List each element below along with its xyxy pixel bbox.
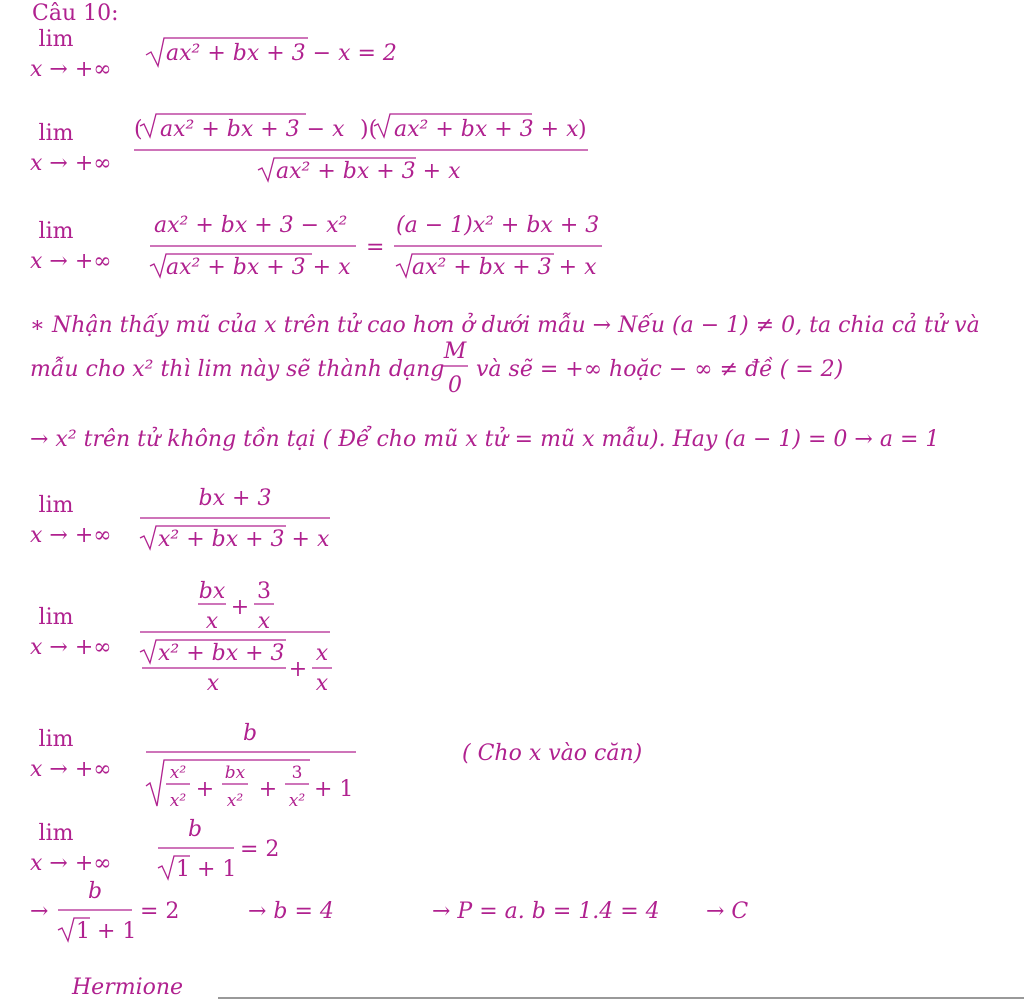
inner-numerator: 3 [291, 763, 303, 783]
radicand: x² + bx + 3 [158, 641, 285, 666]
denominator: ax² + bx + 3 + x [276, 159, 461, 184]
lim-subscript: x → +∞ [30, 249, 112, 274]
numerator: (a − 1)x² + bx + 3 [396, 213, 600, 238]
hint-text: ( Cho x vào căn) [462, 741, 643, 766]
numerator: b [187, 817, 203, 842]
inner-denominator: x [205, 609, 219, 634]
inner-numerator: x² [169, 763, 187, 783]
numerator-right-factor: ax² + bx + 3 + x [394, 117, 579, 142]
lim-word: lim [38, 493, 74, 518]
denominator: 1 + 1 [76, 919, 137, 944]
lim-subscript: x → +∞ [30, 635, 112, 660]
denominator: ax² + bx + 3 + x [412, 255, 597, 280]
step-6 [30, 721, 642, 811]
svg-text:(: ( [134, 117, 143, 142]
signature: Hermione [72, 975, 184, 1000]
lim-word: lim [38, 219, 74, 244]
note-line-2-tail: và sẽ = +∞ hoặc − ∞ ≠ đề ( = 2) [476, 357, 844, 382]
numerator: bx + 3 [198, 486, 272, 511]
lim-subscript: x → +∞ [30, 851, 112, 876]
plus-sign: + [230, 595, 250, 620]
step-1-expression: ax² + bx + 3 − x = 2 [166, 41, 397, 66]
inner-denominator: x [315, 671, 329, 696]
final-line [30, 879, 748, 944]
lim-subscript: x → +∞ [30, 523, 112, 548]
numerator: b [242, 721, 258, 746]
b-value: → b = 4 [248, 899, 334, 924]
numerator: ax² + bx + 3 − x² [154, 213, 348, 238]
inner-denominator: x² [169, 791, 187, 811]
equals-sign: = [366, 235, 385, 260]
step-5 [30, 579, 332, 696]
inner-denominator: x² [288, 791, 306, 811]
step-4 [30, 486, 330, 552]
step-2 [30, 114, 588, 184]
step-7 [30, 817, 279, 882]
inner-denominator: x² [226, 791, 244, 811]
note-line-1: ∗ Nhận thấy mũ của x trên tử cao hơn ở dưới mẫu → Nếu (a − 1) ≠ 0, ta chia cả tử và [30, 313, 980, 338]
svg-text:)(: )( [360, 117, 378, 142]
note-line-2-text: mẫu cho x² thì lim này sẽ thành dạng [30, 357, 445, 382]
lim-word: lim [38, 605, 74, 630]
denominator: 1 + 1 [176, 857, 237, 882]
inner-numerator: 3 [257, 579, 271, 604]
note-line-3: → x² trên tử không tồn tại ( Để cho mũ x tử = mũ x mẫu). Hay (a − 1) = 0 → a = 1 [30, 427, 940, 452]
question-title: Câu 10: [32, 1, 119, 26]
step-3 [30, 213, 602, 280]
lim-word: lim [38, 727, 74, 752]
plus-sign: + [258, 777, 278, 802]
lim-subscript: x → +∞ [30, 757, 112, 782]
inner-numerator: x [315, 641, 329, 666]
answer: → C [706, 899, 749, 924]
denominator: x² + bx + 3 + x [158, 527, 330, 552]
numerator-left-factor: ax² + bx + 3 − x [160, 117, 345, 142]
fraction-zero: 0 [448, 373, 462, 398]
equals-two: = 2 [140, 899, 180, 924]
lim-subscript: x → +∞ [30, 151, 112, 176]
lim-word: lim [38, 121, 74, 146]
lim-word: lim [38, 27, 74, 52]
lim-subscript: x → +∞ [30, 57, 112, 82]
inner-denominator: x [257, 609, 271, 634]
inner-denominator: x [206, 671, 220, 696]
plus-sign: + [288, 657, 308, 682]
plus-one: + 1 [314, 777, 354, 802]
equals-two: = 2 [240, 837, 280, 862]
p-value: → P = a. b = 1.4 = 4 [432, 899, 660, 924]
inner-numerator: bx [224, 763, 246, 783]
lim-word: lim [38, 821, 74, 846]
denominator: ax² + bx + 3 + x [166, 255, 351, 280]
fraction-m: M [443, 339, 467, 364]
numerator: b [87, 879, 103, 904]
note-line-2 [30, 339, 843, 398]
plus-sign: + [195, 777, 215, 802]
svg-text:): ) [578, 117, 587, 142]
arrow: → [30, 899, 49, 924]
inner-numerator: bx [198, 579, 226, 604]
step-1 [30, 27, 397, 82]
